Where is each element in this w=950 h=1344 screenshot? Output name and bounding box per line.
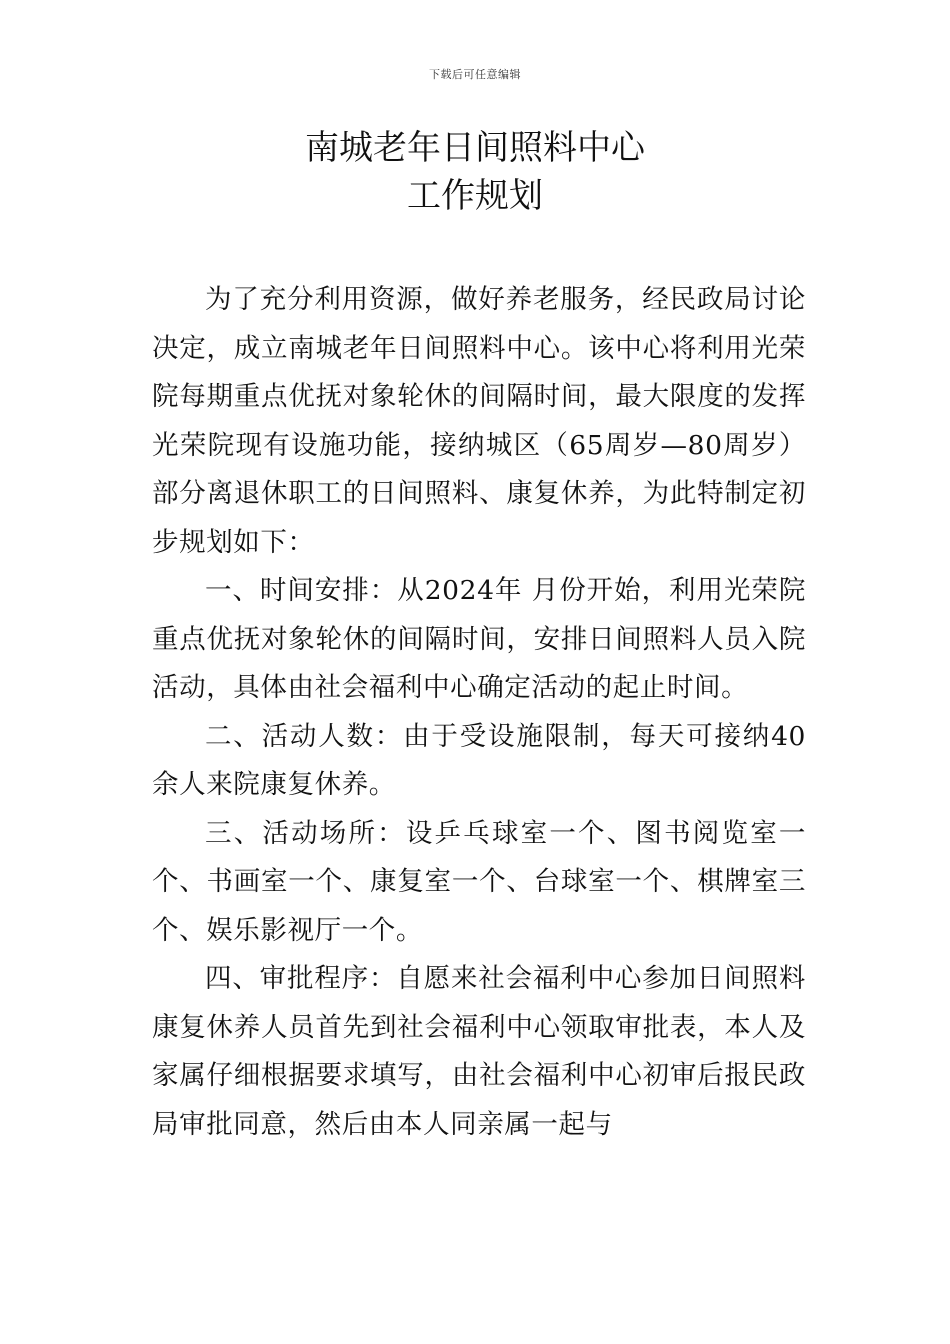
paragraph-activity-count: 二、活动人数：由于受设施限制，每天可接纳40余人来院康复休养。 [152, 720, 806, 800]
document-body [152, 276, 806, 1149]
paragraph-intro: 为了充分利用资源，做好养老服务，经民政局讨论决定，成立南城老年日间照料中心。该中心将利用光荣院每期重点优抚对象轮休的间隔时间，最大限度的发挥光荣院现有设施功能，接纳城区（65周岁—80周岁）部分离退休职工的日间照料、康复休养，为此特制定初步规划如下： [152, 284, 806, 558]
header-note: 下载后可任意编辑 [429, 68, 521, 81]
paragraph-activity-venue: 三、活动场所：设乒乓球室一个、图书阅览室一个、书画室一个、康复室一个、台球室一个、棋牌室三个、娱乐影视厅一个。 [152, 817, 806, 946]
title-line-1: 南城老年日间照料中心 [305, 128, 645, 168]
paragraph-approval-procedure: 四、审批程序：自愿来社会福利中心参加日间照料康复休养人员首先到社会福利中心领取审批表，本人及家属仔细根据要求填写，由社会福利中心初审后报民政局审批同意，然后由本人同亲属一起与 [152, 963, 806, 1140]
paragraph-time-arrangement: 一、时间安排：从2024年 月份开始，利用光荣院重点优抚对象轮休的间隔时间，安排日间照料人员入院活动，具体由社会福利中心确定活动的起止时间。 [152, 575, 806, 703]
title-line-2: 工作规划 [407, 176, 543, 216]
document-title [0, 124, 950, 220]
